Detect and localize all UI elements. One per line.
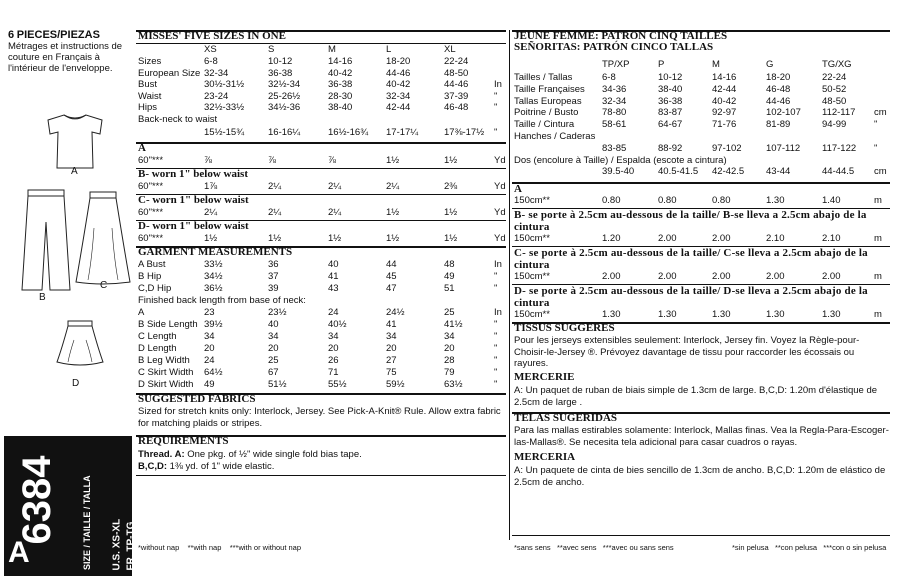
footnote-fr: *sans sens **avec sens ***avec ou sans sens <box>514 543 674 552</box>
unit-label: " <box>494 126 498 138</box>
unit-label: " <box>494 343 498 354</box>
measurement-value: 28-30 <box>328 90 353 102</box>
garment-measurements-title: GARMENT MEASUREMENTS <box>138 246 293 258</box>
yardage-value: 1⅞ <box>204 181 218 192</box>
view-yardage-title: A <box>138 142 146 154</box>
requirements-title: REQUIREMENTS <box>138 435 229 447</box>
measurement-label: Tallas Europeas <box>514 95 582 107</box>
garment-value: 34½ <box>204 271 223 282</box>
unit-label: " <box>494 379 498 390</box>
garment-value: 44 <box>386 259 397 270</box>
garment-value: 37 <box>268 271 279 282</box>
metrage-value: 1.30 <box>766 309 785 321</box>
unit-label: " <box>494 90 498 102</box>
measurement-value: 83-85 <box>602 142 627 154</box>
measurement-value: 32½-33½ <box>204 102 245 113</box>
yardage-value: 2¼ <box>328 181 342 192</box>
measurement-label: European Size <box>138 67 201 79</box>
measurement-value: 50-52 <box>822 83 847 95</box>
measurement-value: 44-46 <box>386 67 411 79</box>
unit-label: cm <box>874 166 887 178</box>
unit-label: In <box>494 259 502 270</box>
view-metrage-title: B- se porte à 2.5cm au-dessous de la taille/ B-se lleva a 2.5cm abajo de la cintura <box>514 209 867 234</box>
garment-value: 51 <box>444 283 455 294</box>
measurement-value: 38-40 <box>328 102 353 113</box>
measurement-value: 112-117 <box>822 107 856 119</box>
telas-title: TELAS SUGERIDAS <box>514 412 618 425</box>
requirements-line-2 <box>138 461 504 473</box>
measurement-value: 14-16 <box>712 72 737 83</box>
metrage-value: 1.30 <box>712 309 731 321</box>
view-b-illustration <box>18 186 74 294</box>
garment-value: 49 <box>444 271 455 282</box>
fabric-width: 150cm** <box>514 233 550 245</box>
yardage-value: 1½ <box>204 233 218 244</box>
measurement-value: 94-99 <box>822 119 847 131</box>
garment-value: 20 <box>328 343 339 354</box>
measurement-value: 88-92 <box>658 142 683 154</box>
metrage-value: 1.20 <box>602 233 621 245</box>
garment-value: 23 <box>204 307 215 318</box>
yardage-value: 2¼ <box>268 207 282 218</box>
yardage-value: 1½ <box>444 233 458 244</box>
fabric-width: 60"*** <box>138 155 164 166</box>
es-size-chart-title: SEÑORITAS: PATRÓN CINCO TALLAS <box>514 41 714 53</box>
unit-label: Yd <box>494 207 506 218</box>
measurement-value: 46-48 <box>444 102 469 113</box>
english-panel <box>136 30 506 550</box>
metrage-value: 1.30 <box>766 195 785 207</box>
measurement-label: Waist <box>138 90 162 102</box>
measurement-value: 48-50 <box>444 67 469 79</box>
measurement-label: Sizes <box>138 56 162 67</box>
measurement-value: 17-17¼ <box>386 126 419 138</box>
garment-value: 20 <box>268 343 279 354</box>
metrage-value: 2.00 <box>658 271 677 283</box>
garment-value: 49 <box>204 379 215 390</box>
measurement-value: 14-16 <box>328 56 353 67</box>
size-header: P <box>658 59 665 70</box>
measurement-value: 37-39 <box>444 90 469 102</box>
requirements-line-2-lead: B,C,D: <box>138 461 168 472</box>
measurement-value: 44-46 <box>444 79 469 90</box>
garment-value: 64½ <box>204 367 223 378</box>
garment-value: 71 <box>328 367 339 378</box>
size-header: G <box>766 59 774 70</box>
measurement-value: 34-36 <box>602 83 627 95</box>
fabric-width: 60"*** <box>138 233 164 244</box>
measurement-value: 42-44 <box>386 102 411 113</box>
rule <box>136 475 506 476</box>
garment-value: 41 <box>328 271 339 282</box>
measurement-value: 22-24 <box>444 56 469 67</box>
garment-value: 20 <box>386 343 397 354</box>
measurement-value: 16-16¼ <box>268 126 301 138</box>
size-label: SIZE / TAILLE / TALLA <box>82 475 92 570</box>
garment-value: 47 <box>386 283 397 294</box>
garment-value: 67 <box>268 367 279 378</box>
fabric-width: 150cm** <box>514 309 550 321</box>
metrage-value: 2.00 <box>766 271 785 283</box>
fabric-width: 150cm** <box>514 271 550 283</box>
suggested-fabrics-title: SUGGESTED FABRICS <box>138 393 256 405</box>
metrage-value: 2.00 <box>602 271 621 283</box>
size-header: L <box>386 44 392 55</box>
requirements-line-1-lead: Thread. A: <box>138 449 185 460</box>
measurement-value: 32-34 <box>602 95 627 107</box>
garment-label: A Bust <box>138 259 166 270</box>
garment-label: D Skirt Width <box>138 379 194 390</box>
measurement-value: 117-122 <box>822 142 857 154</box>
size-header: S <box>268 44 275 55</box>
garment-value: 79 <box>444 367 455 378</box>
garment-value: 55½ <box>328 379 347 390</box>
size-chart-title: MISSES' FIVE SIZES IN ONE <box>138 30 286 42</box>
yardage-value: 1½ <box>328 233 342 244</box>
mercerie-text: A: Un paquet de ruban de biais simple de 1.3cm de large. B,C,D: 1.20m d'élastique de 2.5cm de large . <box>514 385 878 408</box>
garment-value: 48 <box>444 259 455 270</box>
yardage-value: 1½ <box>386 207 400 218</box>
measurement-label: Tailles / Tallas <box>514 72 573 83</box>
measurement-label: Bust <box>138 79 158 90</box>
measurement-value: 23-24 <box>204 90 229 102</box>
garment-value: 20 <box>444 343 455 354</box>
metrage-value: 2.00 <box>712 271 731 283</box>
metrage-value: 2.10 <box>822 233 841 245</box>
measurement-value: 40-42 <box>386 79 411 90</box>
garment-value: 28 <box>444 355 455 366</box>
measurement-value: 32-34 <box>204 67 229 79</box>
fabric-width: 150cm** <box>514 195 550 207</box>
unit-label: " <box>494 283 498 294</box>
measurement-value: 30½-31½ <box>204 79 245 90</box>
garment-label: C,D Hip <box>138 283 172 294</box>
view-label-d: D <box>72 378 80 389</box>
view-d-illustration <box>54 318 106 368</box>
measurement-value: 36-38 <box>658 95 683 107</box>
view-metrage-title: D- se porte à 2.5cm au-dessous de la taille/ D-se lleva a 2.5cm abajo de la cintura <box>514 285 868 310</box>
requirements-line-2-text: 1⅜ yd. of 1" wide elastic. <box>167 461 275 472</box>
fabric-width: 60"*** <box>138 181 164 192</box>
unit-label: " <box>874 119 878 131</box>
unit-label: " <box>494 331 498 342</box>
footnote-es: *sin pelusa **con pelusa ***con o sin pelusa <box>732 543 887 552</box>
view-metrage-title: A <box>514 183 523 196</box>
footnote: *without nap **with nap ***with or without nap <box>138 543 302 552</box>
tissus-text: Pour les jerseys extensibles seulement: Interlock, Jersey fin. Voyez la Règle-pour-Choisir-le-Jersey ®. Prévoyez davantage de tissu pour raccorder les écossais ou rayures. <box>514 335 860 370</box>
measurement-value: 36-38 <box>328 79 353 90</box>
measurement-value: 39.5-40 <box>602 166 635 178</box>
measurement-value: 36-38 <box>268 67 293 79</box>
yardage-value: 1½ <box>268 233 282 244</box>
measurement-label: Taille / Cintura <box>514 119 575 131</box>
measurement-value: 34½-36 <box>268 102 301 113</box>
measurement-value: 38-40 <box>658 83 683 95</box>
unit-label: Yd <box>494 155 506 166</box>
yardage-value: 1½ <box>386 155 400 166</box>
view-c-illustration <box>72 188 134 286</box>
garment-value: 20 <box>204 343 215 354</box>
yardage-value: 2¼ <box>204 207 218 218</box>
garment-label: B Side Length <box>138 319 198 330</box>
measurement-value: 18-20 <box>766 72 791 83</box>
unit-label: In <box>494 79 502 90</box>
measurement-value: 32-34 <box>386 90 411 102</box>
garment-value: 40 <box>328 259 339 270</box>
tissus-title: TISSUS SUGGERES <box>514 322 615 335</box>
view-yardage-title: B- worn 1" below waist <box>138 168 248 180</box>
unit-label: " <box>494 319 498 330</box>
garment-value: 40 <box>268 319 279 330</box>
metrage-value: 2.00 <box>822 271 841 283</box>
view-label-b: B <box>39 292 46 303</box>
garment-value: 27 <box>386 355 397 366</box>
unit-label: " <box>494 102 498 113</box>
measurement-value: 97-102 <box>712 142 742 154</box>
garment-label: B Hip <box>138 271 162 282</box>
french-spanish-panel <box>512 30 890 550</box>
size-header: M <box>328 44 336 55</box>
metrage-value: 2.00 <box>712 233 731 245</box>
yardage-value: 2⅜ <box>444 181 458 192</box>
garment-value: 34 <box>386 331 397 342</box>
garment-value: 59½ <box>386 379 405 390</box>
garment-value: 34 <box>328 331 339 342</box>
measurement-value: 48-50 <box>822 95 847 107</box>
measurement-value: 81-89 <box>766 119 791 131</box>
measurement-value: 78-80 <box>602 107 627 119</box>
garment-value: 33½ <box>204 259 223 270</box>
garment-value: 24 <box>204 355 215 366</box>
garment-label: D Length <box>138 343 177 354</box>
metrage-value: 0.80 <box>602 195 621 207</box>
garment-value: 34 <box>444 331 455 342</box>
requirements-line-1 <box>138 449 504 461</box>
measurement-value: 44-46 <box>766 95 791 107</box>
unit-label: Yd <box>494 233 506 244</box>
measurement-value: 18-20 <box>386 56 411 67</box>
measurement-value: 107-112 <box>766 142 801 154</box>
garment-value: 39 <box>268 283 279 294</box>
garment-value: 34 <box>204 331 215 342</box>
size-header: M <box>712 59 720 70</box>
measurement-label: Hips <box>138 102 158 113</box>
measurement-label: Poitrine / Busto <box>514 107 579 119</box>
measurement-value: 6-8 <box>602 72 616 83</box>
size-range-letter: A <box>8 536 30 569</box>
measurement-value: 10-12 <box>268 56 293 67</box>
size-header: TG/XG <box>822 59 852 70</box>
unit-label: In <box>494 307 502 318</box>
garment-value: 51½ <box>268 379 287 390</box>
garment-value: 34 <box>268 331 279 342</box>
garment-value: 63½ <box>444 379 463 390</box>
fr-size-chart-title: JEUNE FEMME: PATRON CINQ TAILLES <box>514 30 728 42</box>
requirements-line-1-text: One pkg. of ½" wide single fold bias tape. <box>184 449 362 460</box>
measurement-label: Dos (encolure à Taille) / Espalda (escote a cintura) <box>514 154 727 166</box>
view-yardage-title: D- worn 1" below waist <box>138 220 249 232</box>
unit-label: m <box>874 309 882 321</box>
size-codes-fr: FR. TP-TG <box>125 521 137 571</box>
measurement-value: 64-67 <box>658 119 683 131</box>
measurement-value: 83-87 <box>658 107 683 119</box>
garment-value: 36 <box>268 259 279 270</box>
measurement-value: 10-12 <box>658 72 683 83</box>
pattern-number: 6384 <box>15 455 59 545</box>
garment-value: 39½ <box>204 319 223 330</box>
yardage-value: 2¼ <box>268 181 282 192</box>
unit-label: cm <box>874 107 887 119</box>
garment-value: 24 <box>328 307 339 318</box>
pieces-count: 6 <box>8 29 15 41</box>
garment-value: 24½ <box>386 307 405 318</box>
metrage-value: 0.80 <box>712 195 731 207</box>
size-header: XL <box>444 44 456 55</box>
size-codes-euro: EURO. XP-XG <box>137 504 149 571</box>
unit-label: " <box>494 355 498 366</box>
rule <box>512 535 890 536</box>
measurement-value: 15½-15¾ <box>204 126 245 138</box>
size-header: TP/XP <box>602 59 630 70</box>
garment-value: 23½ <box>268 307 287 318</box>
garment-label: A <box>138 307 145 318</box>
measurement-value: 16½-16¾ <box>328 126 369 138</box>
garment-label: Finished back length from base of neck: <box>138 295 306 306</box>
measurement-value: 40-42 <box>328 67 353 79</box>
unit-label: " <box>494 367 498 378</box>
measurement-value: 6-8 <box>204 56 218 67</box>
view-yardage-title: C- worn 1" below waist <box>138 194 249 206</box>
view-metrage-title: C- se porte à 2.5cm au-dessous de la taille/ C-se lleva a 2.5cm abajo de la cintura <box>514 247 868 272</box>
unit-label: m <box>874 233 882 245</box>
metrage-value: 1.30 <box>658 309 677 321</box>
view-label-c: C <box>100 280 108 291</box>
yardage-value: ⅞ <box>268 155 276 166</box>
suggested-fabrics-text: Sized for stretch knits only: Interlock, Jersey. See Pick-A-Knit® Rule. Allow extra fabric for matching plaids or stripes. <box>138 406 501 429</box>
telas-text: Para las mallas estirables solamente: Interlock, Mallas finas. Vea la Regla-Para-Escoger-las-Mallas®. Se necesita tela adicional para casar cuadros o rayas. <box>514 425 889 448</box>
garment-value: 41½ <box>444 319 463 330</box>
garment-value: 43 <box>328 283 339 294</box>
measurement-label: Back-neck to waist <box>138 113 218 125</box>
measurement-value: 46-48 <box>766 83 791 95</box>
measurement-value: 42-44 <box>712 83 737 95</box>
column-divider <box>509 30 510 540</box>
metrage-value: 0.80 <box>658 195 677 207</box>
garment-value: 26 <box>328 355 339 366</box>
measurement-value: 22-24 <box>822 72 847 83</box>
metrage-value: 2.10 <box>766 233 785 245</box>
measurement-value: 102-107 <box>766 107 801 119</box>
pattern-number-block <box>4 436 149 576</box>
yardage-value: 1½ <box>444 207 458 218</box>
metrage-value: 1.30 <box>822 309 841 321</box>
merceria-text: A: Un paquete de cinta de bies sencillo de 1.3cm de ancho. B,C,D: 1.20m de elástico de 2.5cm de ancho. <box>514 465 886 488</box>
garment-label: B Leg Width <box>138 355 190 366</box>
garment-value: 25 <box>444 307 455 318</box>
measurement-value: 71-76 <box>712 119 737 131</box>
garment-value: 45 <box>386 271 397 282</box>
fabric-width: 60"*** <box>138 207 164 218</box>
view-label-a: A <box>71 166 78 177</box>
garment-label: C Skirt Width <box>138 367 194 378</box>
measurement-value: 42-42.5 <box>712 166 745 178</box>
metrage-value: 2.00 <box>658 233 677 245</box>
measurement-value: 17⅜-17½ <box>444 126 485 138</box>
measurement-value: 32½-34 <box>268 79 301 90</box>
yardage-value: ⅞ <box>204 155 212 166</box>
unit-label: m <box>874 195 882 207</box>
pieces-header <box>8 30 130 74</box>
garment-value: 41 <box>386 319 397 330</box>
mercerie-title: MERCERIE <box>514 371 575 384</box>
rule <box>136 142 506 144</box>
measurement-label: Taille Françaises <box>514 83 585 95</box>
merceria-title: MERCERIA <box>514 451 576 464</box>
garment-label: C Length <box>138 331 177 342</box>
yardage-value: 1½ <box>386 233 400 244</box>
unit-label: Yd <box>494 181 506 192</box>
yardage-value: ⅞ <box>328 155 336 166</box>
unit-label: " <box>874 142 878 154</box>
measurement-value: 25-26½ <box>268 90 301 102</box>
yardage-value: 2¼ <box>328 207 342 218</box>
measurement-label: Hanches / Caderas <box>514 131 596 142</box>
yardage-value: 1½ <box>444 155 458 166</box>
garment-value: 36½ <box>204 283 223 294</box>
measurement-value: 40.5-41.5 <box>658 166 699 178</box>
unit-label: m <box>874 271 882 283</box>
measurement-value: 40-42 <box>712 95 737 107</box>
measurement-value: 43-44 <box>766 166 791 178</box>
metrage-value: 1.30 <box>602 309 621 321</box>
measurement-value: 92-97 <box>712 107 737 119</box>
unit-label: " <box>494 271 498 282</box>
yardage-value: 2¼ <box>386 181 400 192</box>
measurement-value: 58-61 <box>602 119 627 131</box>
garment-value: 75 <box>386 367 397 378</box>
metrage-value: 1.40 <box>822 195 841 207</box>
size-header: XS <box>204 44 217 55</box>
pieces-label: PIECES/PIEZAS <box>16 29 100 41</box>
size-codes-us: U.S. XS-XL <box>111 518 123 571</box>
garment-value: 25 <box>268 355 279 366</box>
measurement-value: 44-44.5 <box>822 166 855 178</box>
view-a-illustration <box>40 112 110 174</box>
pieces-french-note: Métrages et instructions de couture en Français à l'intérieur de l'enveloppe. <box>8 41 123 74</box>
garment-value: 40½ <box>328 319 347 330</box>
